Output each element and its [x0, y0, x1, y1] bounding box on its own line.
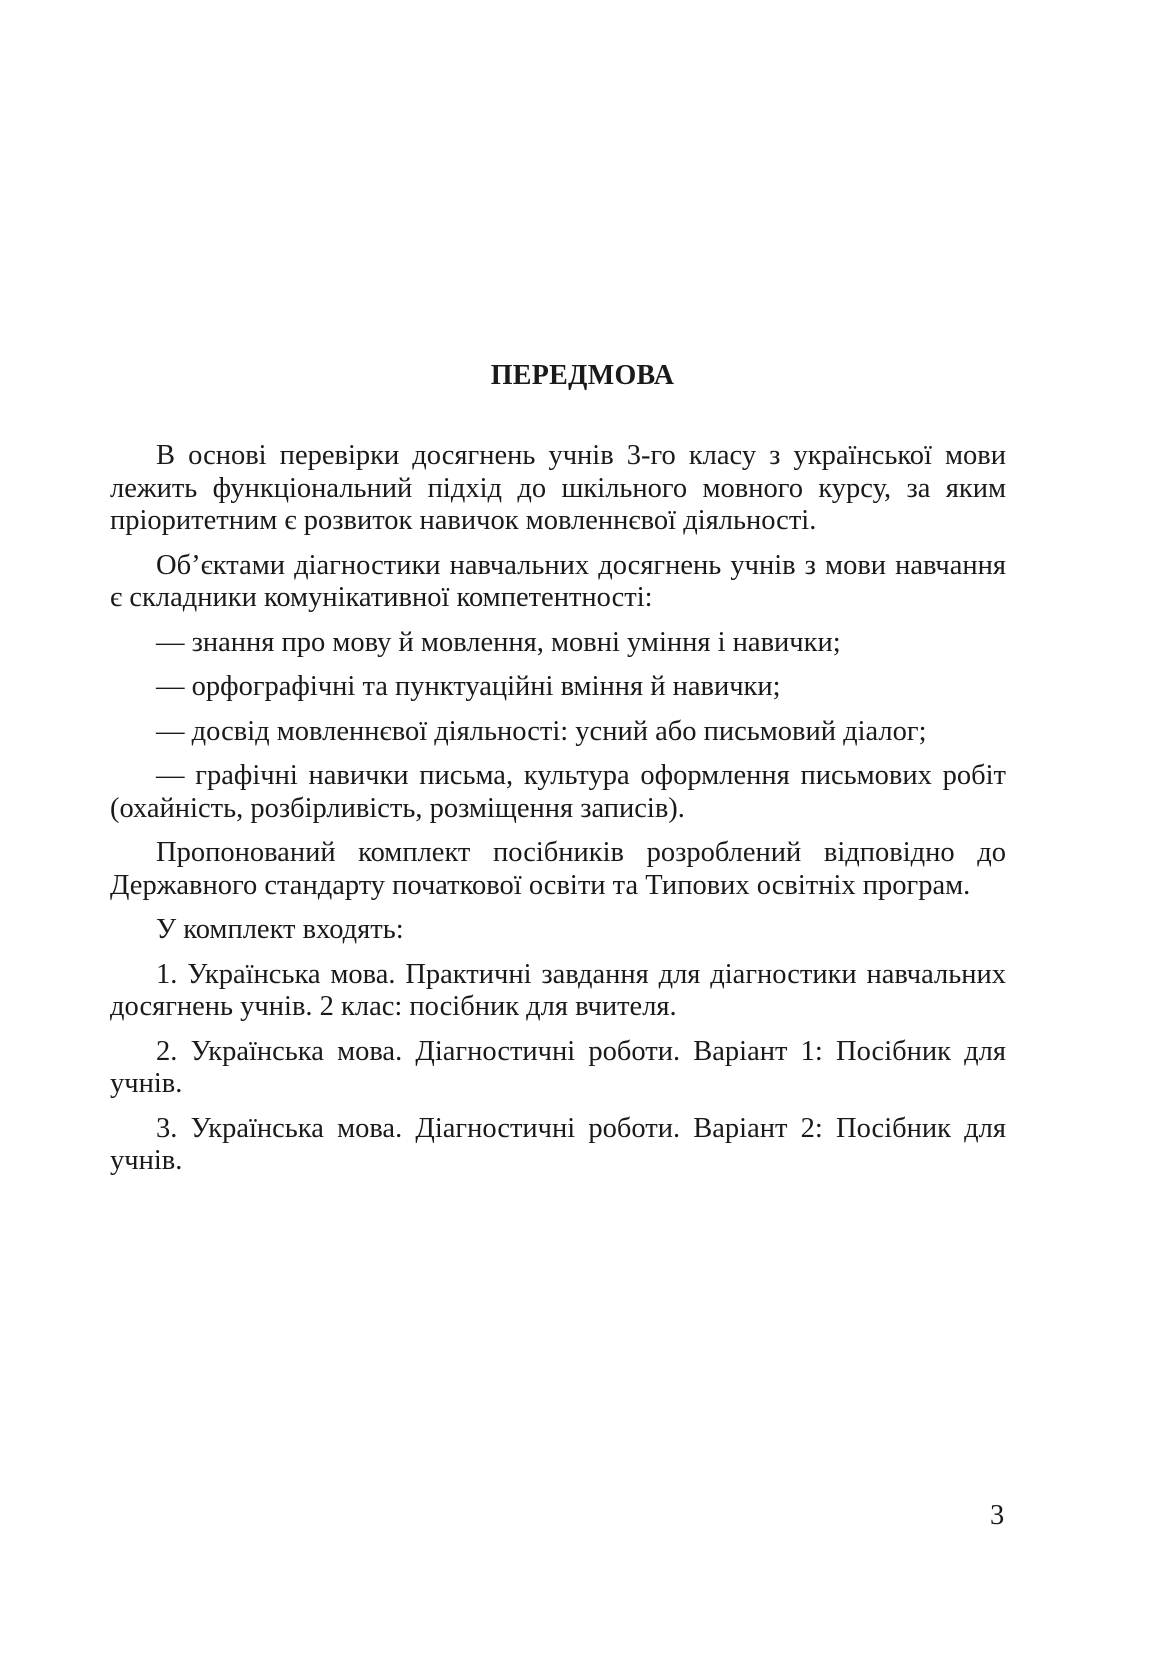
document-body	[110, 440, 1006, 1190]
list-item-speech-experience: — досвід мовленнєвої діяльності: усний або письмовий діалог;	[156, 715, 927, 747]
page-number: 3	[990, 1500, 1005, 1531]
list-item-writing-skills: — графічні навички письма, культура оформлення письмових робіт (охайність, розбірливість, розміщення записів).	[110, 760, 1006, 824]
list-item-orthography: — орфографічні та пунктуаційні вміння й навички;	[156, 671, 781, 702]
list-item-knowledge: — знання про мову й мовлення, мовні уміння і навички;	[156, 626, 841, 658]
page-title: ПЕРЕДМОВА	[490, 360, 675, 391]
paragraph-proposed-set: Пропонований комплект посібників розроблений відповідно до Державного стандарту початкової освіти та Типових освітніх програм.	[110, 837, 1006, 901]
paragraph-objects: Об’єктами діагностики навчальних досягнень учнів з мови навчання є складники комунікативної компетентності:	[110, 549, 1006, 613]
paragraph-intro: В основі перевірки досягнень учнів 3-го класу з української мови лежить функціональний підхід до шкільного мовного курсу, за яким пріоритетним є розвиток навичок мовленнєвої діяльності.	[110, 440, 1006, 536]
set-item-2: 2. Українська мова. Діагностичні роботи. Варіант 1: Посібник для учнів.	[110, 1035, 1006, 1099]
set-item-1: 1. Українська мова. Практичні завдання для діагностики навчальних досягнень учнів. 2 клас: посібник для вчителя.	[110, 958, 1006, 1022]
set-item-3: 3. Українська мова. Діагностичні роботи. Варіант 2: Посібник для учнів.	[110, 1112, 1006, 1176]
paragraph-set-includes: У комплект входять:	[156, 914, 404, 945]
